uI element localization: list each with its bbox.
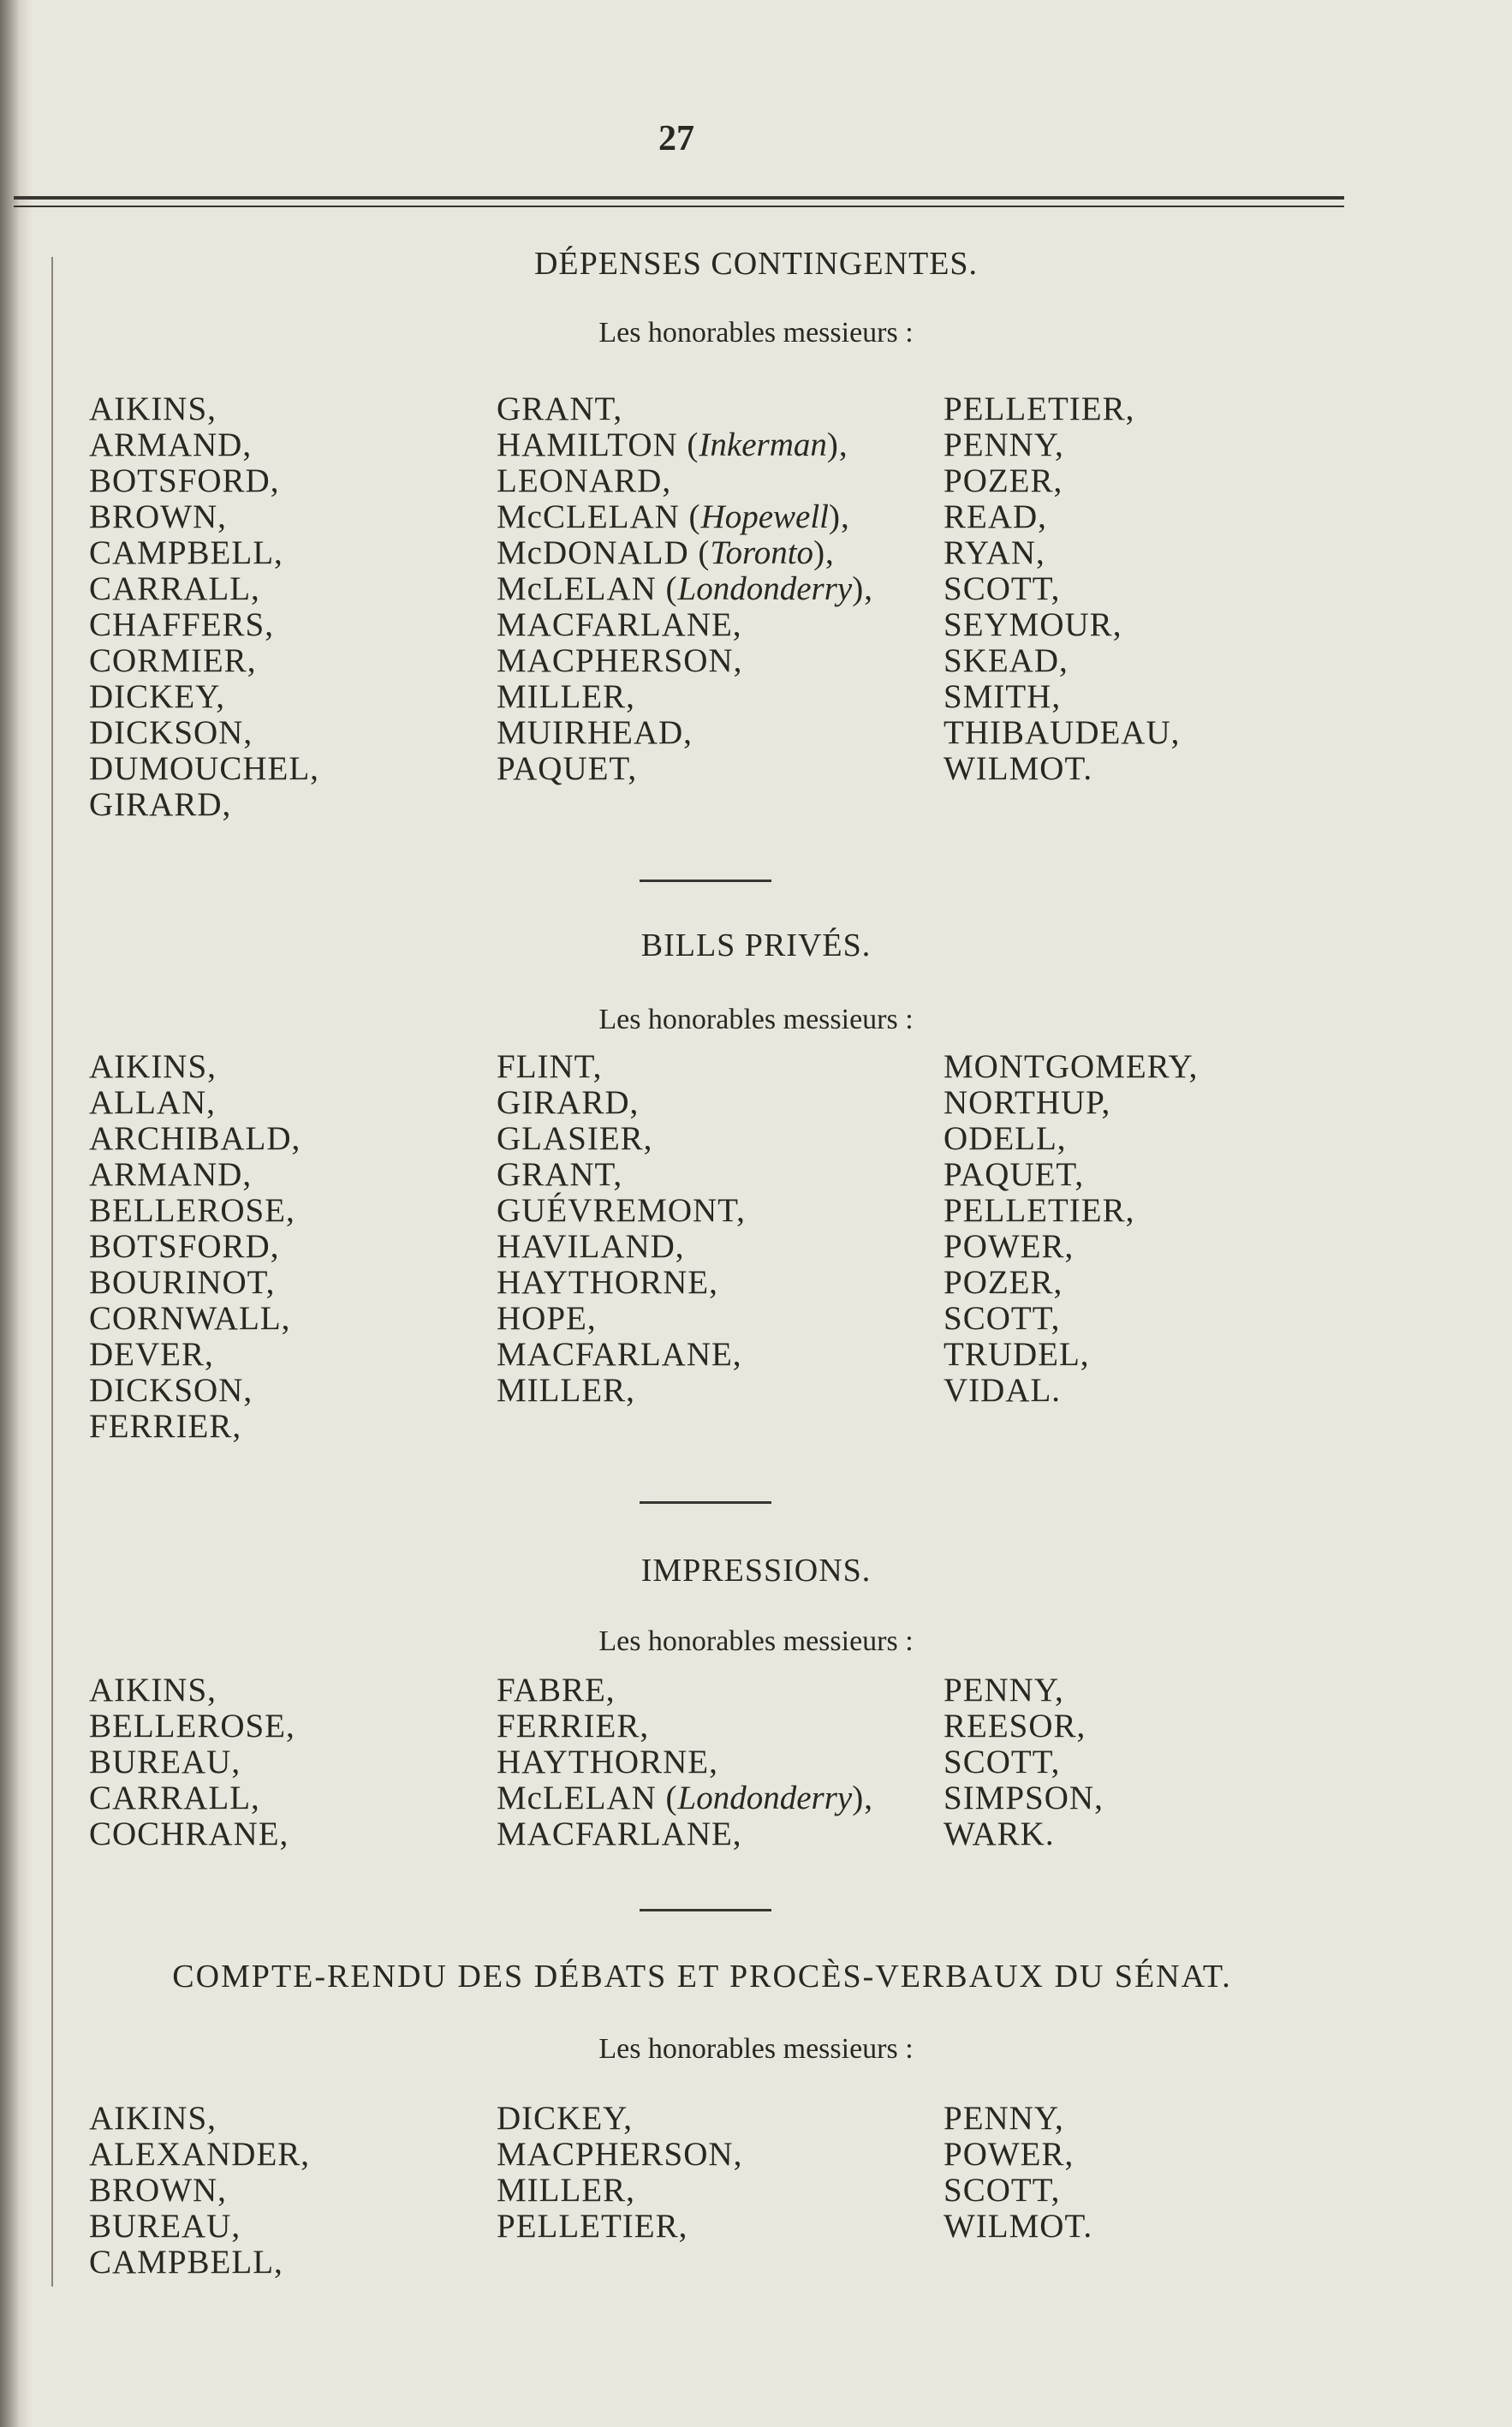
section-title: DÉPENSES CONTINGENTES.	[533, 246, 979, 282]
member-name: DICKSON,	[89, 1372, 253, 1409]
member-name: HAYTHORNE,	[497, 1744, 718, 1780]
member-name: SIMPSON,	[944, 1780, 1104, 1816]
member-name: ALLAN,	[89, 1084, 216, 1121]
member-name: WARK.	[944, 1816, 1055, 1852]
member-name: CAMPBELL,	[89, 534, 283, 571]
section-salutation: Les honorables messieurs :	[598, 1625, 914, 1657]
member-name: CARRALL,	[89, 1780, 260, 1816]
section-salutation: Les honorables messieurs :	[598, 317, 914, 349]
member-name: SMITH,	[944, 678, 1062, 715]
member-name: POZER,	[944, 1264, 1063, 1301]
member-name: SCOTT,	[944, 1744, 1061, 1780]
member-name: AIKINS,	[89, 1048, 217, 1085]
member-name: DEVER,	[89, 1336, 214, 1373]
member-name: MILLER,	[497, 2172, 635, 2209]
member-name: SKEAD,	[944, 642, 1069, 679]
section-title: IMPRESSIONS.	[640, 1553, 872, 1589]
member-name: BUREAU,	[89, 2208, 241, 2245]
member-name: LEONARD,	[497, 462, 672, 499]
member-name: SCOTT,	[944, 1300, 1061, 1337]
member-name: DUMOUCHEL,	[89, 750, 319, 787]
member-name: RYAN,	[944, 534, 1045, 571]
member-name: BOTSFORD,	[89, 462, 280, 499]
member-name: TRUDEL,	[944, 1336, 1090, 1373]
member-name: McDONALD (Toronto),	[497, 534, 835, 571]
member-name: HAVILAND,	[497, 1228, 685, 1265]
names-column-1	[89, 391, 319, 823]
names-column-3	[944, 2101, 1092, 2245]
member-name: FERRIER,	[497, 1708, 650, 1744]
names-column-3	[944, 1049, 1198, 1409]
member-name: PAQUET,	[497, 750, 638, 787]
member-name: PENNY,	[944, 1672, 1064, 1708]
member-name: DICKSON,	[89, 714, 253, 751]
member-name: GUÉVREMONT,	[497, 1192, 746, 1229]
section-divider	[640, 1909, 771, 1911]
member-name: REESOR,	[944, 1708, 1086, 1744]
member-name: FLINT,	[497, 1048, 603, 1085]
member-name: DICKEY,	[89, 678, 226, 715]
section-divider	[640, 1501, 771, 1504]
names-column-2	[497, 1673, 873, 1852]
section-title: COMPTE-RENDU DES DÉBATS ET PROCÈS-VERBAUX DU SÉNAT.	[172, 1959, 1232, 1995]
names-column-1	[89, 2101, 310, 2281]
member-name: SCOTT,	[944, 2172, 1061, 2209]
member-name: BELLEROSE,	[89, 1708, 295, 1744]
names-column-1	[89, 1049, 301, 1445]
member-name: GIRARD,	[89, 786, 232, 823]
member-name: AIKINS,	[89, 2100, 217, 2137]
member-name: ALEXANDER,	[89, 2136, 311, 2173]
member-name: CORMIER,	[89, 642, 257, 679]
names-column-3	[944, 391, 1180, 787]
member-name: CAMPBELL,	[89, 2244, 283, 2281]
member-name: McCLELAN (Hopewell),	[497, 498, 850, 535]
member-name: BROWN,	[89, 498, 227, 535]
member-name: CARRALL,	[89, 570, 260, 607]
member-name: GRANT,	[497, 391, 623, 427]
names-column-2	[497, 1049, 746, 1409]
member-name: ARMAND,	[89, 1156, 253, 1193]
member-name: McLELAN (Londonderry),	[497, 1780, 873, 1816]
member-name: GIRARD,	[497, 1084, 640, 1121]
member-name: READ,	[944, 498, 1047, 535]
names-column-1	[89, 1673, 295, 1852]
member-name: PENNY,	[944, 2100, 1064, 2137]
member-name: POWER,	[944, 1228, 1074, 1265]
member-name: HOPE,	[497, 1300, 597, 1337]
member-name: PELLETIER,	[497, 2208, 688, 2245]
section-divider	[640, 880, 771, 882]
member-name: BROWN,	[89, 2172, 227, 2209]
member-name: MILLER,	[497, 678, 635, 715]
page-number: 27	[658, 119, 694, 158]
section-title: BILLS PRIVÉS.	[640, 927, 872, 963]
member-name: WILMOT.	[944, 2208, 1093, 2245]
member-name: WILMOT.	[944, 750, 1093, 787]
names-column-2	[497, 391, 873, 787]
member-name: ODELL,	[944, 1120, 1067, 1157]
member-name: PENNY,	[944, 426, 1064, 463]
member-name: MACPHERSON,	[497, 642, 743, 679]
member-name: PAQUET,	[944, 1156, 1085, 1193]
section-salutation: Les honorables messieurs :	[598, 2033, 914, 2065]
member-name: MACPHERSON,	[497, 2136, 743, 2173]
member-name: CORNWALL,	[89, 1300, 291, 1337]
member-name: BOTSFORD,	[89, 1228, 280, 1265]
member-name: SEYMOUR,	[944, 606, 1122, 643]
member-name: DICKEY,	[497, 2100, 634, 2137]
member-name: MACFARLANE,	[497, 606, 742, 643]
member-name: FERRIER,	[89, 1408, 242, 1445]
member-name: PELLETIER,	[944, 391, 1135, 427]
member-name: CHAFFERS,	[89, 606, 274, 643]
member-name: GLASIER,	[497, 1120, 653, 1157]
member-name: BOURINOT,	[89, 1264, 276, 1301]
names-column-2	[497, 2101, 742, 2245]
member-name: FABRE,	[497, 1672, 616, 1708]
header-rule	[14, 196, 1344, 200]
member-name: AIKINS,	[89, 391, 217, 427]
member-name: MUIRHEAD,	[497, 714, 693, 751]
member-name: PELLETIER,	[944, 1192, 1135, 1229]
member-name: SCOTT,	[944, 570, 1061, 607]
member-name: COCHRANE,	[89, 1816, 289, 1852]
header-rule-thin	[14, 206, 1344, 207]
member-name: GRANT,	[497, 1156, 623, 1193]
member-name: HAYTHORNE,	[497, 1264, 718, 1301]
section-salutation: Les honorables messieurs :	[598, 1004, 914, 1035]
member-name: AIKINS,	[89, 1672, 217, 1708]
member-name: POZER,	[944, 462, 1063, 499]
member-name: BUREAU,	[89, 1744, 241, 1780]
member-name: ARMAND,	[89, 426, 253, 463]
member-name: McLELAN (Londonderry),	[497, 570, 873, 607]
member-name: MONTGOMERY,	[944, 1048, 1199, 1085]
member-name: NORTHUP,	[944, 1084, 1111, 1121]
member-name: POWER,	[944, 2136, 1074, 2173]
member-name: BELLEROSE,	[89, 1192, 295, 1229]
member-name: MILLER,	[497, 1372, 635, 1409]
names-column-3	[944, 1673, 1104, 1852]
member-name: MACFARLANE,	[497, 1816, 742, 1852]
member-name: ARCHIBALD,	[89, 1120, 301, 1157]
member-name: THIBAUDEAU,	[944, 714, 1181, 751]
member-name: VIDAL.	[944, 1372, 1062, 1409]
member-name: HAMILTON (Inkerman),	[497, 426, 848, 463]
member-name: MACFARLANE,	[497, 1336, 742, 1373]
